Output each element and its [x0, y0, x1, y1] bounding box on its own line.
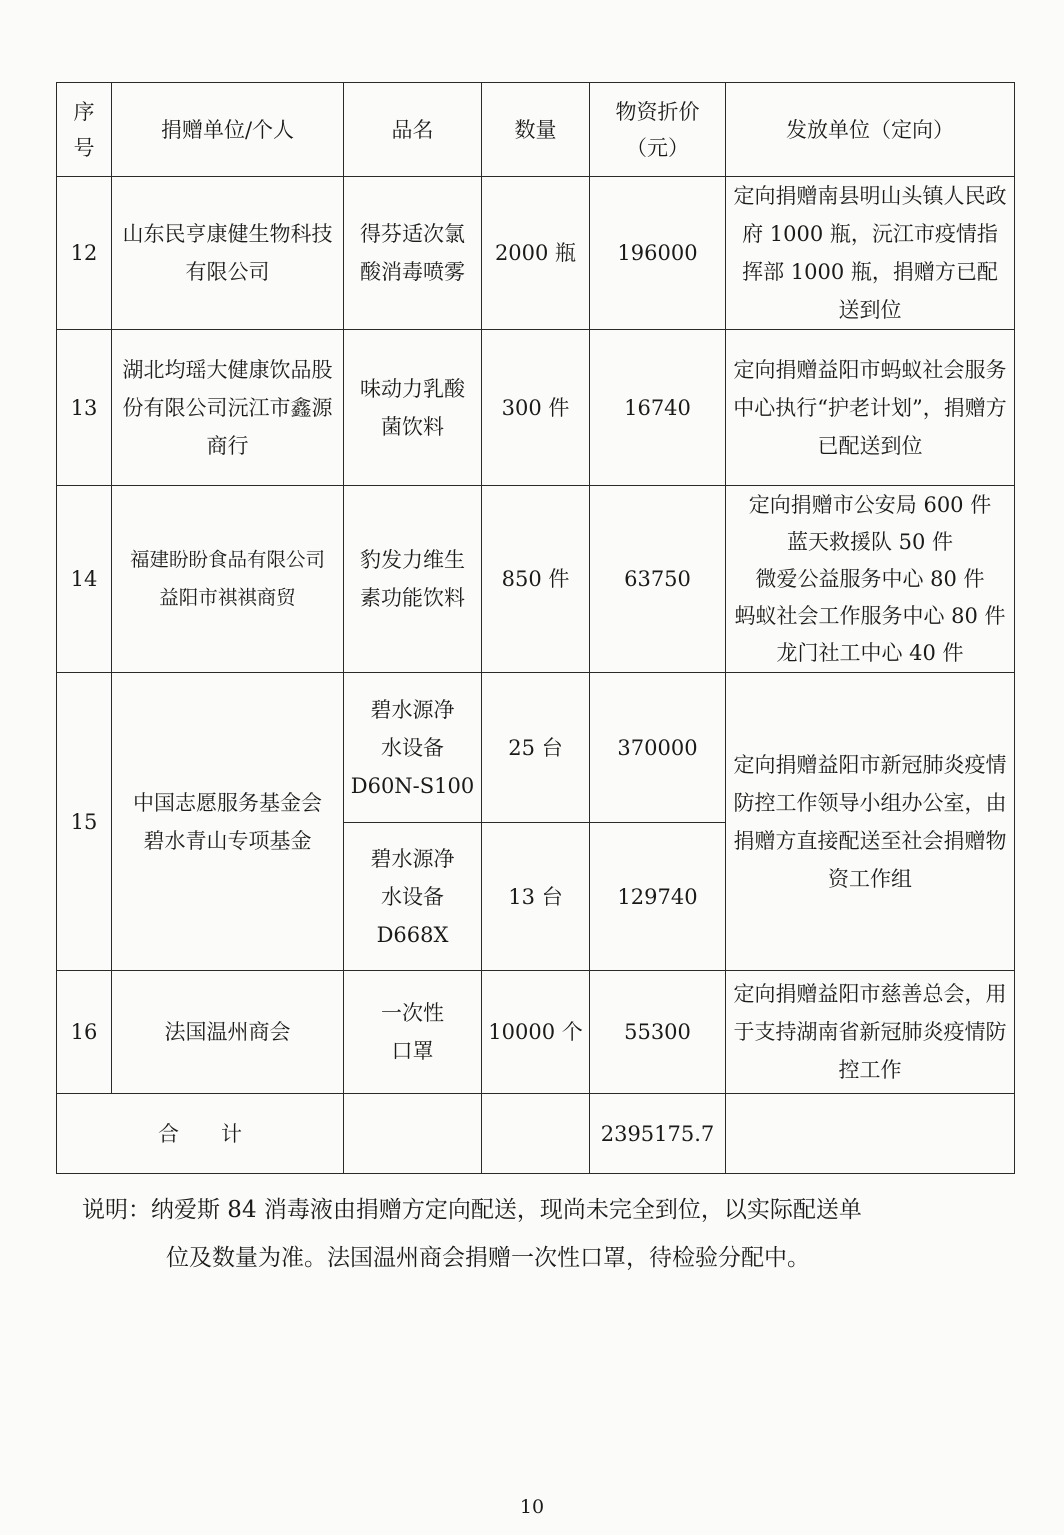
recipient-cell: 定向捐赠益阳市慈善总会，用于支持湖南省新冠肺炎疫情防控工作: [726, 971, 1015, 1094]
donor-line: 益阳市祺祺商贸: [159, 586, 296, 609]
donor-cell: [112, 486, 344, 673]
recipient-cell: 定向捐赠益阳市蚂蚁社会服务中心执行“护老计划”，捐赠方已配送到位: [726, 330, 1015, 486]
item-line: 水设备: [381, 884, 444, 909]
seq-cell: 16: [57, 971, 112, 1094]
footnote-line2: 位及数量为准。法国温州商会捐赠一次性口罩，待检验分配中。: [166, 1245, 810, 1271]
recipient-line: 龙门社工中心 40 件: [776, 640, 964, 665]
total-value: 2395175.7: [590, 1094, 726, 1174]
item-cell: [344, 673, 482, 823]
total-empty-recipient: [726, 1094, 1015, 1174]
total-empty-item: [344, 1094, 482, 1174]
item-line: 碧水源净: [370, 697, 455, 722]
value-cell: 63750: [590, 486, 726, 673]
recipient-line: 蓝天救援队 50 件: [786, 529, 954, 554]
table-row: [57, 330, 1015, 486]
header-recipient: 发放单位（定向）: [726, 83, 1015, 177]
header-seq-line1: 序: [73, 99, 95, 124]
item-line: D668X: [376, 922, 449, 947]
donation-table: [56, 82, 1015, 1174]
item-line: 水设备: [381, 735, 444, 760]
table-row: [57, 486, 1015, 673]
recipient-line: 微爱公益服务中心 80 件: [755, 566, 985, 591]
donor-line: 碧水青山专项基金: [143, 828, 312, 853]
table-row: [57, 971, 1015, 1094]
header-value: [590, 83, 726, 177]
donor-cell: 山东民亨康健生物科技有限公司: [112, 177, 344, 330]
donor-line: 中国志愿服务基金会: [133, 790, 322, 815]
quantity-cell: 13 台: [482, 823, 590, 971]
quantity-cell: 10000 个: [482, 971, 590, 1094]
recipient-cell: 定向捐赠益阳市新冠肺炎疫情防控工作领导小组办公室，由捐赠方直接配送至社会捐赠物资工作组: [726, 673, 1015, 971]
value-cell: 370000: [590, 673, 726, 823]
table-row: [57, 673, 1015, 823]
value-cell: 55300: [590, 971, 726, 1094]
donor-cell: [112, 673, 344, 971]
header-value-line2: （元）: [626, 135, 689, 160]
quantity-cell: 300 件: [482, 330, 590, 486]
item-cell: 一次性口罩: [344, 971, 482, 1094]
recipient-line: 蚂蚁社会工作服务中心 80 件: [734, 603, 1006, 628]
value-cell: 129740: [590, 823, 726, 971]
item-line: D60N-S100: [350, 773, 475, 798]
donor-cell: 法国温州商会: [112, 971, 344, 1094]
seq-cell: 14: [57, 486, 112, 673]
header-quantity: 数量: [482, 83, 590, 177]
item-line: 碧水源净: [370, 846, 455, 871]
footnote-line1: 说明：纳爱斯 84 消毒液由捐赠方定向配送，现尚未完全到位，以实际配送单: [82, 1197, 862, 1223]
header-item: 品名: [344, 83, 482, 177]
value-cell: 196000: [590, 177, 726, 330]
header-seq-line2: 号: [73, 135, 95, 160]
header-seq: [57, 83, 112, 177]
total-label: 合 计: [57, 1094, 344, 1174]
page-number: 10: [519, 1496, 545, 1518]
seq-cell: 15: [57, 673, 112, 971]
footnote: [82, 1186, 1002, 1282]
donor-line: 福建盼盼食品有限公司: [129, 548, 325, 571]
seq-cell: 12: [57, 177, 112, 330]
item-cell: 豹发力维生素功能饮料: [344, 486, 482, 673]
donor-cell: 湖北均瑶大健康饮品股份有限公司沅江市鑫源商行: [112, 330, 344, 486]
quantity-cell: 2000 瓶: [482, 177, 590, 330]
quantity-cell: 850 件: [482, 486, 590, 673]
item-cell: 得芬适次氯酸消毒喷雾: [344, 177, 482, 330]
recipient-cell: [726, 486, 1015, 673]
quantity-cell: 25 台: [482, 673, 590, 823]
item-cell: [344, 823, 482, 971]
value-cell: 16740: [590, 330, 726, 486]
recipient-cell: 定向捐赠南县明山头镇人民政府 1000 瓶，沅江市疫情指挥部 1000 瓶，捐赠方已配送到位: [726, 177, 1015, 330]
seq-cell: 13: [57, 330, 112, 486]
total-empty-quantity: [482, 1094, 590, 1174]
header-row: [57, 83, 1015, 177]
item-cell: 味动力乳酸菌饮料: [344, 330, 482, 486]
header-donor: 捐赠单位/个人: [112, 83, 344, 177]
recipient-line: 定向捐赠市公安局 600 件: [748, 492, 992, 517]
total-row: [57, 1094, 1015, 1174]
header-value-line1: 物资折价: [615, 99, 700, 124]
table-row: [57, 177, 1015, 330]
